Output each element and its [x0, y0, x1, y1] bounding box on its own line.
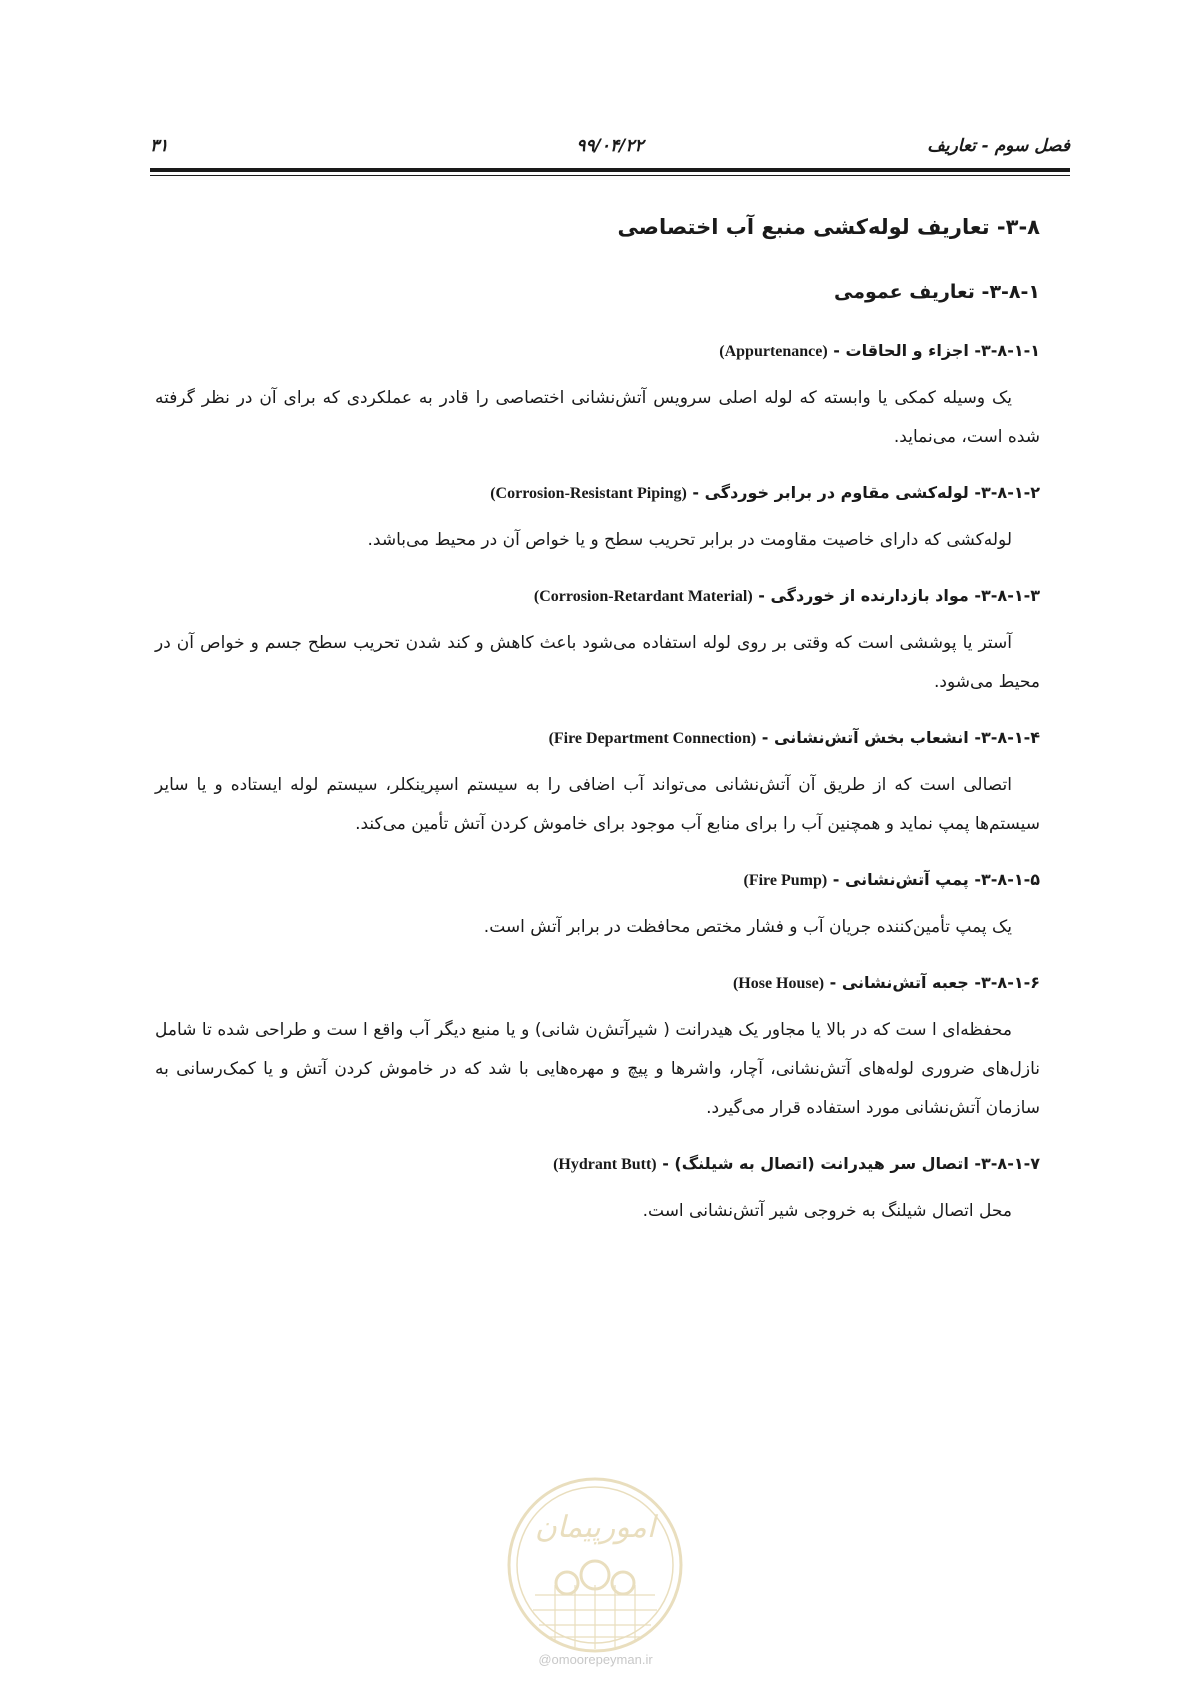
section-number: ۳-۸-	[996, 215, 1040, 239]
definition-term-en: (Fire Department Connection)	[548, 730, 757, 747]
watermark-gear-center	[581, 1561, 609, 1589]
definition-text: لوله‌کشی که دارای خاصیت مقاومت در برابر تحریب سطح و یا خواص آن در محیط می‌باشد.	[367, 530, 1012, 550]
definition-text: اتصالی است که از طریق آن آتش‌نشانی می‌تواند آب اضافی را به سیستم اسپرینکلر، سیستم لوله ایستاده و یا سایر سیستم‌ها پمپ نماید و همچنین آب را برای منابع آب موجود برای خاموش کردن آتش تأمین می‌کند.	[155, 775, 1040, 834]
definition-heading	[155, 341, 1040, 361]
definition-number: ۳-۸-۱-۴-	[974, 728, 1040, 747]
definition-term-en: (Hose House)	[732, 975, 825, 992]
page-header	[150, 136, 1070, 160]
definition-term-en: (Corrosion-Retardant Material)	[533, 588, 753, 605]
header-date: ۹۹/۰۴/۲۲	[576, 136, 644, 156]
subsection-number: ۳-۸-۱-	[981, 281, 1040, 303]
definition-number: ۳-۸-۱-۳-	[974, 586, 1040, 605]
definition-term-en: (Appurtenance)	[719, 343, 828, 360]
definition-term-en: (Corrosion-Resistant Piping)	[490, 485, 687, 502]
definition-heading	[155, 870, 1040, 890]
definition-text: یک وسیله کمکی یا وابسته که لوله اصلی سرویس آتش‌نشانی اختصاصی را قادر به عملکردی که برای آن در نظر گرفته شده است، می‌نماید.	[155, 388, 1040, 447]
document-body	[155, 205, 1040, 1257]
header-divider-thick	[150, 168, 1070, 172]
definition-term-en: (Hydrant Butt)	[553, 1156, 657, 1173]
header-divider-thin	[150, 175, 1070, 176]
watermark-gear-right	[612, 1572, 634, 1594]
definition-term-fa: اجزاء و الحاقات	[845, 341, 969, 360]
section-heading	[155, 215, 1040, 239]
definition-separator: -	[756, 728, 774, 747]
definition-heading	[155, 728, 1040, 748]
definition-separator: -	[686, 483, 705, 502]
definition-separator: -	[656, 1154, 675, 1173]
definition-list	[155, 341, 1040, 1231]
definition-number: ۳-۸-۱-۱-	[974, 341, 1040, 360]
chapter-title: فصل سوم - تعاریف	[927, 136, 1070, 156]
definition-number: ۳-۸-۱-۵-	[974, 870, 1040, 889]
definition-number: ۳-۸-۱-۶-	[974, 973, 1040, 992]
definition-term-fa: پمپ آتش‌نشانی	[844, 870, 969, 889]
definition-heading	[155, 586, 1040, 606]
definition-term-fa: مواد بازدارنده از خوردگی	[770, 586, 969, 605]
page-number: ۳۱	[150, 136, 169, 156]
subsection-title: تعاریف عمومی	[833, 281, 975, 303]
definition-heading	[155, 1154, 1040, 1174]
watermark-site: @omoorepeyman.ir	[538, 1652, 653, 1667]
definition-text: محفظه‌ای ا ست که در بالا یا مجاور یک هیدرانت ( شیرآتش‌ن شانی) و یا منبع دیگر آب واقع ا ست و طراحی شده تا شامل نازل‌های ضروری لوله‌های آتش‌نشانی، آچار، واشرها و پیچ و مهره‌هایی با شد که در خاموش کردن آتش و یا کمک‌رسانی به سازمان آتش‌نشانی مورد استفاده قرار می‌گیرد.	[155, 1020, 1040, 1118]
section-title: تعاریف لوله‌کشی منبع آب اختصاصی	[617, 215, 990, 239]
definition-heading	[155, 483, 1040, 503]
definition-number: ۳-۸-۱-۲-	[974, 483, 1040, 502]
definition-term-en: (Fire Pump)	[743, 872, 828, 889]
definition-term-fa: جعبه آتش‌نشانی	[841, 973, 969, 992]
definition-heading	[155, 973, 1040, 993]
subsection-heading	[155, 281, 1040, 303]
definition-separator: -	[824, 973, 842, 992]
definition-number: ۳-۸-۱-۷-	[974, 1154, 1040, 1173]
watermark-gear-left	[556, 1572, 578, 1594]
definition-separator: -	[752, 586, 771, 605]
definition-term-fa: لوله‌کشی مقاوم در برابر خوردگی	[704, 483, 969, 502]
watermark-logo-text: امورپیمان	[534, 1510, 656, 1545]
definition-text: محل اتصال شیلنگ به خروجی شیر آتش‌نشانی است.	[642, 1201, 1012, 1221]
watermark-logo	[505, 1475, 685, 1655]
definition-text: آستر یا پوششی است که وقتی بر روی لوله استفاده می‌شود باعث کاهش و کند شدن تحریب سطح جسم و خواص آن در محیط می‌شود.	[155, 633, 1040, 692]
definition-text: یک پمپ تأمین‌کننده جریان آب و فشار مختص محافظت در برابر آتش است.	[483, 917, 1012, 937]
definition-term-fa: انشعاب بخش آتش‌نشانی	[774, 728, 969, 747]
definition-term-fa: اتصال سر هیدرانت (اتصال به شیلنگ)	[674, 1154, 969, 1173]
definition-separator: -	[827, 870, 845, 889]
definition-separator: -	[827, 341, 846, 360]
